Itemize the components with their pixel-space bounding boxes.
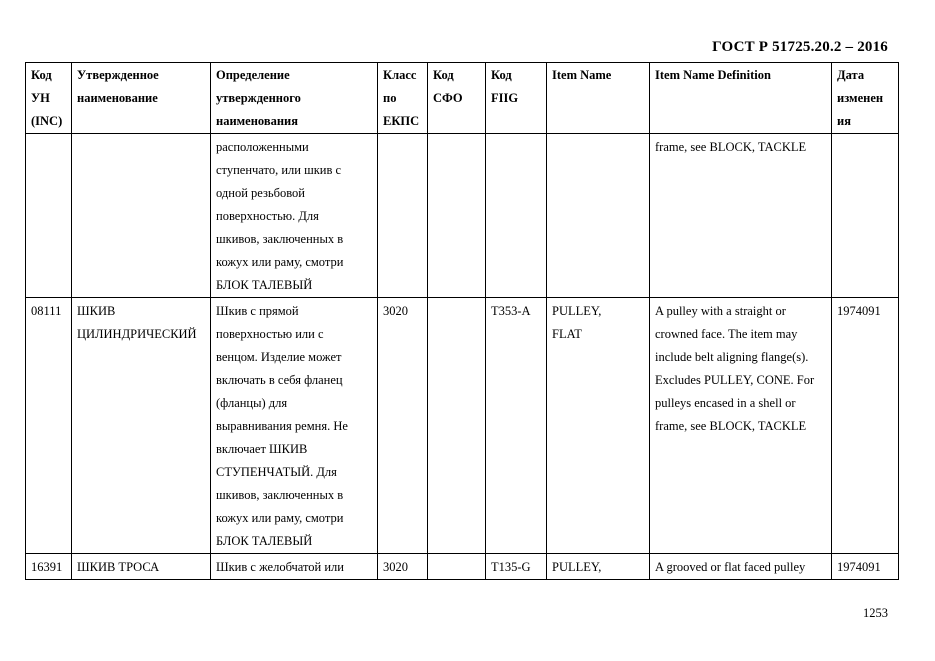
cell-text-line: FLAT — [552, 327, 582, 341]
cell-text-line: 08111 — [31, 304, 62, 318]
cell-text-line: T135-G — [491, 560, 531, 574]
cell-text-line: 1974091 — [837, 560, 881, 574]
cell-text-line: 16391 — [31, 560, 63, 574]
cell-text-line: 3020 — [383, 304, 408, 318]
header-change-date — [832, 63, 899, 134]
cell-fiig — [486, 134, 547, 298]
header-text-line: FIIG — [491, 91, 519, 105]
cell-sfo — [428, 134, 486, 298]
document-header: ГОСТ Р 51725.20.2 – 2016 — [712, 39, 888, 55]
cell-text-line: T353-A — [491, 304, 531, 318]
header-ekps-class — [378, 63, 428, 134]
cell-text-line: ШКИВ ТРОСА — [77, 560, 160, 574]
cell-text-line: frame, see BLOCK, TACKLE — [655, 419, 807, 433]
table-row — [26, 554, 899, 580]
table-row — [26, 298, 899, 554]
cell-text-line: 3020 — [383, 560, 408, 574]
cell-item-definition — [650, 298, 832, 554]
cell-text-line: (фланцы) для — [216, 396, 288, 410]
cell-text-line: кожух или раму, смотри — [216, 255, 344, 269]
cell-item-name — [547, 134, 650, 298]
header-item-name-definition — [650, 63, 832, 134]
cell-text-line: 1974091 — [837, 304, 881, 318]
header-text-line: УН — [31, 91, 50, 105]
header-text-line: Код — [433, 68, 454, 82]
cell-text-line: включать в себя фланец — [216, 373, 343, 387]
cell-text-line: СТУПЕНЧАТЫЙ. Для — [216, 465, 337, 479]
header-inc-code — [26, 63, 72, 134]
header-text-line: наименование — [77, 91, 158, 105]
header-text-line: Утвержденное — [77, 68, 159, 82]
cell-definition — [211, 554, 378, 580]
cell-item-name — [547, 298, 650, 554]
cell-fiig — [486, 554, 547, 580]
cell-text-line: A pulley with a straight or — [655, 304, 786, 318]
cell-approved-name — [72, 134, 211, 298]
cell-change-date — [832, 298, 899, 554]
cell-fiig — [486, 298, 547, 554]
cell-text-line: Шкив с прямой — [216, 304, 299, 318]
header-fiig-code — [486, 63, 547, 134]
cell-text-line: Шкив с желобчатой или — [216, 560, 344, 574]
page-number: 1253 — [863, 606, 888, 620]
header-text-line: Дата — [837, 68, 865, 82]
cell-text-line: PULLEY, — [552, 304, 602, 318]
cell-ekps-class — [378, 298, 428, 554]
table-header-row — [26, 63, 899, 134]
header-text-line: Определение — [216, 68, 290, 82]
cell-ekps-class — [378, 554, 428, 580]
header-text-line: Код — [31, 68, 52, 82]
cell-text-line: PULLEY, — [552, 560, 602, 574]
cell-text-line: поверхностью. Для — [216, 209, 319, 223]
cell-text-line: Excludes PULLEY, CONE. For — [655, 373, 815, 387]
cell-text-line: pulleys encased in a shell or — [655, 396, 796, 410]
cell-text-line: ЦИЛИНДРИЧЕСКИЙ — [77, 327, 197, 341]
cell-item-name — [547, 554, 650, 580]
cell-inc — [26, 554, 72, 580]
header-text-line: Item Name Definition — [655, 68, 771, 82]
cell-definition — [211, 298, 378, 554]
cell-inc — [26, 298, 72, 554]
header-approved-name — [72, 63, 211, 134]
cell-text-line: одной резьбовой — [216, 186, 305, 200]
cell-text-line: расположенными — [216, 140, 309, 154]
cell-text-line: include belt aligning flange(s). — [655, 350, 809, 364]
header-text-line: СФО — [433, 91, 463, 105]
cell-item-definition — [650, 554, 832, 580]
cell-text-line: выравнивания ремня. Не — [216, 419, 348, 433]
cell-ekps-class — [378, 134, 428, 298]
cell-change-date — [832, 134, 899, 298]
header-sfo-code — [428, 63, 486, 134]
cell-inc — [26, 134, 72, 298]
cell-item-definition — [650, 134, 832, 298]
cell-text-line: БЛОК ТАЛЕВЫЙ — [216, 534, 313, 548]
cell-approved-name — [72, 298, 211, 554]
table-row — [26, 134, 899, 298]
cell-text-line: ШКИВ — [77, 304, 116, 318]
item-names-table — [25, 62, 899, 580]
cell-text-line: включает ШКИВ — [216, 442, 308, 456]
header-text-line: изменен — [837, 91, 884, 105]
cell-text-line: ступенчато, или шкив с — [216, 163, 342, 177]
cell-sfo — [428, 554, 486, 580]
header-text-line: наименования — [216, 114, 299, 128]
header-text-line: Код — [491, 68, 512, 82]
header-text-line: Item Name — [552, 68, 612, 82]
header-text-line: утвержденного — [216, 91, 301, 105]
header-text-line: ия — [837, 114, 851, 128]
cell-sfo — [428, 298, 486, 554]
header-text-line: Класс — [383, 68, 417, 82]
header-text-line: ЕКПС — [383, 114, 420, 128]
header-text-line: по — [383, 91, 397, 105]
cell-text-line: поверхностью или с — [216, 327, 324, 341]
header-text-line: (INC) — [31, 114, 63, 128]
header-name-definition — [211, 63, 378, 134]
header-item-name — [547, 63, 650, 134]
cell-change-date — [832, 554, 899, 580]
cell-text-line: crowned face. The item may — [655, 327, 798, 341]
cell-approved-name — [72, 554, 211, 580]
cell-definition — [211, 134, 378, 298]
cell-text-line: кожух или раму, смотри — [216, 511, 344, 525]
cell-text-line: шкивов, заключенных в — [216, 488, 344, 502]
cell-text-line: БЛОК ТАЛЕВЫЙ — [216, 278, 313, 292]
cell-text-line: шкивов, заключенных в — [216, 232, 344, 246]
cell-text-line: венцом. Изделие может — [216, 350, 342, 364]
cell-text-line: frame, see BLOCK, TACKLE — [655, 140, 807, 154]
cell-text-line: A grooved or flat faced pulley — [655, 560, 806, 574]
